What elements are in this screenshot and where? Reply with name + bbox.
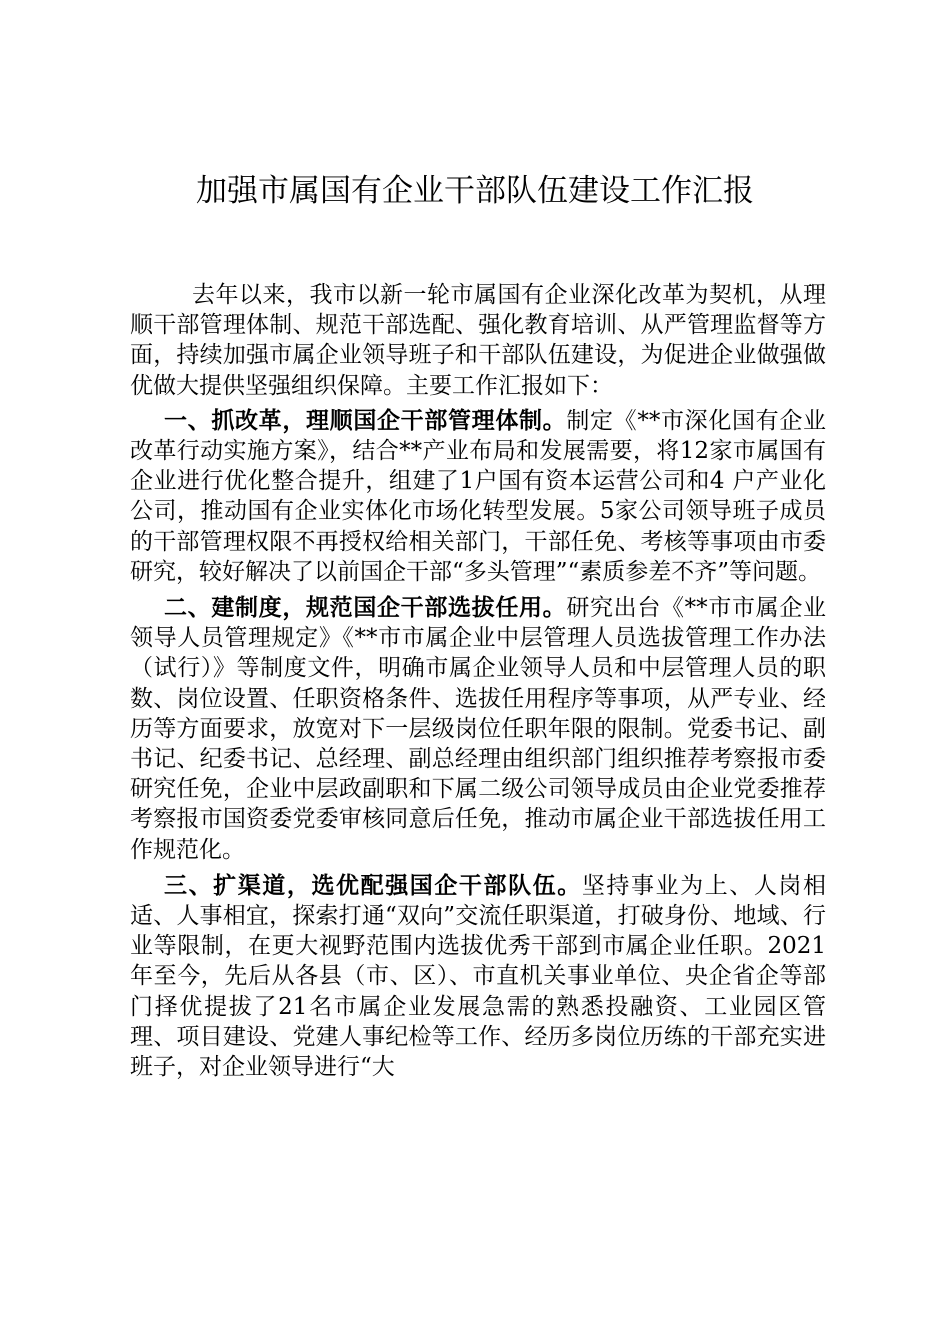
section-heading-2: 二、建制度，规范国企干部选拔任用。	[164, 594, 567, 622]
section-text-1: 制定《**市深化国有企业改革行动实施方案》，结合**产业布局和发展需要，将12家市属国有企业进行优化整合提升，组建了1户国有资本运营公司和4 户产业化公司，推动国有企业实体化市场化转型发展。5家公司领导班子成员的干部管理权限不再授权给相关部门，干部任免、考核等事项由市委研究，较好解决了以前国企干部“多头管理”“素质参差不齐”等问题。	[130, 407, 827, 585]
section-text-3: 坚持事业为上、人岗相适、人事相宜，探索打通“双向”交流任职渠道，打破身份、地域、行业等限制，在更大视野范围内选拔优秀干部到市属企业任职。2021年至今，先后从各县（市、区）、市直机关事业单位、央企省企等部门择优提拔了21名市属企业发展急需的熟悉投融资、工业园区管理、项目建设、党建人事纪检等工作、经历多岗位历练的干部充实进班子，对企业领导进行“大	[130, 872, 827, 1081]
section-heading-3: 三、扩渠道，选优配强国企干部队伍。	[164, 871, 582, 899]
document-body	[130, 280, 826, 1082]
intro-paragraph: 去年以来，我市以新一轮市属国有企业深化改革为契机，从理顺干部管理体制、规范干部选配、强化教育培训、从严管理监督等方面，持续加强市属企业领导班子和干部队伍建设，为促进企业做强做优做大提供坚强组织保障。主要工作汇报如下：	[130, 282, 826, 399]
section-paragraph-2	[130, 593, 826, 865]
section-paragraph-3	[130, 871, 826, 1082]
section-text-2: 研究出台《**市市属企业领导人员管理规定》《**市市属企业中层管理人员选拔管理工作办法（试行）》等制度文件，明确市属企业领导人员和中层管理人员的职数、岗位设置、任职资格条件、选拔任用程序等事项，从严专业、经历等方面要求，放宽对下一层级岗位任职年限的限制。党委书记、副书记、纪委书记、总经理、副总经理由组织部门组织推荐考察报市委研究任免，企业中层政副职和下属二级公司领导成员由企业党委推荐考察报市国资委党委审核同意后任免，推动市属企业干部选拔任用工作规范化。	[130, 595, 827, 863]
section-paragraph-1	[130, 406, 826, 587]
document-title: 加强市属国有企业干部队伍建设工作汇报	[196, 173, 754, 209]
section-heading-1: 一、抓改革，理顺国企干部管理体制。	[164, 406, 567, 434]
